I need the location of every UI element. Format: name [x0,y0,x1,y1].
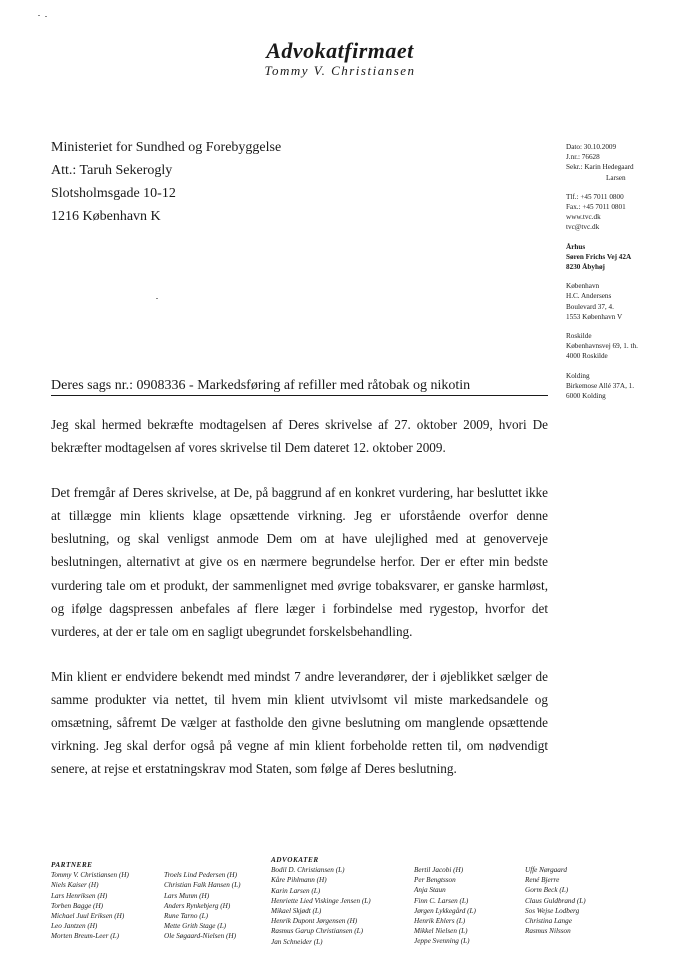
partner-name: Anders Rynkebjerg (H) [164,901,231,910]
partner-name: Ole Søgaard-Nielsen (H) [164,932,236,941]
advokater-col2 [414,865,476,947]
lawyer-name: Tommy V. Christiansen [264,63,416,78]
office-line: 4000 Roskilde [566,352,608,361]
partner-name: Lars Henriksen (H) [51,891,108,900]
advokater-col3 [525,865,586,936]
lawyer-name: Per Bengtsson [414,876,456,885]
lawyer-name: Rasmus Nilsson [525,927,571,936]
lawyer-name: Bertil Jacobi (H) [414,866,464,874]
lawyer-name: Mikkel Nielsen (L) [414,927,468,936]
lawyer-name: Christina Lange [525,917,572,926]
partner-name: Leo Jantzen (H) [51,922,98,931]
subject-line: Deres sags nr.: 0908336 - Markedsføring af refiller med råtobak og nikotin [51,378,548,396]
office-line: Søren Frichs Vej 42A [566,252,632,261]
letter-body [51,413,548,802]
office-line: Københavnsvej 69, 1. th. [566,342,638,351]
office-line: Birkemose Allé 37A, 1. [566,381,635,390]
office-line: H.C. Andersens [566,292,612,301]
scan-speck [38,15,40,16]
recipient-address [51,136,281,228]
lawyer-name: Henrik Ehlers (L) [414,917,466,926]
recipient-line: Ministeriet for Sundhed og Forebyggelse [51,140,282,155]
secretary-cont: Larsen [606,173,626,182]
lawyer-name: Finn C. Larsen (L) [414,896,469,905]
partner-name: Rune Tarno (L) [164,912,209,921]
body-paragraph: Jeg skal hermed bekræfte modtagelsen af Deres skrivelse af 27. oktober 2009, hvori De bekræfter modtagelsen af vores skrivelse til Dem dateret 12. oktober 2009. [51,417,548,456]
lawyer-name: Mikael Skjødt (L) [271,907,322,916]
lawyer-name: Anja Staun [414,886,446,895]
office-line: 8230 Åbyhøj [566,263,605,272]
office-city: Århus [566,242,586,251]
scan-speck [156,298,158,299]
lawyer-name: René Bjerre [525,876,560,885]
partners-col2 [164,860,240,942]
office-line: 1553 København V [566,312,623,321]
office-city: Kolding [566,371,590,380]
scan-speck [45,16,47,17]
fax: Fax.: +45 7011 0801 [566,203,626,212]
lawyer-name: Henrik Dupont Jørgensen (H) [271,917,358,926]
letter-meta [566,142,638,401]
lawyer-name: Jeppe Svenning (L) [414,937,470,946]
recipient-line: Att.: Taruh Sekerogly [51,163,173,178]
lawyer-name: Henriette Lied Viskinge Jensen (L) [271,896,371,905]
partner-name: Troels Lind Pedersen (H) [164,871,238,880]
recipient-line: 1216 København K [51,209,161,224]
firm-name: Advokatfirmaet [266,38,414,63]
partner-name: Mette Grith Stage (L) [164,922,227,931]
office-city: København [566,282,600,291]
office-line: 6000 Kolding [566,392,606,401]
lawyer-name: Bodil D. Christiansen (L) [271,866,345,875]
secretary: Sekr.: Karin Hedegaard [566,163,634,172]
partners-col1 [51,860,129,942]
lawyer-name: Gorm Beck (L) [525,886,569,895]
lawyer-name: Jan Schneider (L) [271,937,323,946]
office-line: Boulevard 37, 4. [566,302,614,311]
website: www.tvc.dk [566,213,601,222]
office-city: Roskilde [566,332,592,341]
partner-name: Christian Falk Hansen (L) [164,881,241,890]
partner-name: Niels Kaiser (H) [51,881,99,890]
partners-title: PARTNERE [51,861,93,869]
partner-name: Torben Bagge (H) [51,901,104,910]
date: Dato: 30.10.2009 [566,143,617,151]
advokater-col1 [271,855,371,947]
email: tvc@tvc.dk [566,223,600,232]
lawyer-name: Rasmus Garup Christiansen (L) [271,927,364,936]
partner-name: Tommy V. Christiansen (H) [51,871,129,880]
body-paragraph: Det fremgår af Deres skrivelse, at De, på baggrund af en konkret vurdering, har besluttet ikke at tillægge min klients klage opsættende virkning. Jeg er uforstående overfor denne beslutning, og skal venligst anmode Dem om at have ulejlighed med at genoverveje beslutningen, alternativt at give os en nærmere begrundelse herfor. Der er efter min bedste vurdering tale om et produkt, der sammenlignet med øvrige tobaksvarer, er ganske harmløst, og ifølge dagspressen anbefales af flere læger i forbindelse med rygestop, hvorfor det vurderes, at der er tale om en sagligt ubegrundet forskelsbehandling. [51,485,548,639]
lawyer-name: Sos Wejse Lodberg [525,906,580,915]
body-paragraph: Min klient er endvidere bekendt med mindst 7 andre leverandører, der i øjeblikket sælger de samme produkter via nettet, til hvem min klient utvivlsomt vil miste markedsandele og omsætning, såfremt De vælger at fastholde den givne beslutning om manglende opsættende virkning. Jeg skal derfor også på vegne af min klient forbeholde retten til, om nødvendigt senere, at rejse et erstatningskrav mod Staten, som følge af Deres beslutning. [51,668,548,777]
journal-number: J.nr.: 76628 [566,153,600,162]
partner-name: Morten Breum-Leer (L) [51,932,120,941]
partner-name: Lars Munm (H) [164,891,210,900]
lawyer-name: Claus Guldbrand (L) [525,896,586,905]
recipient-line: Slotsholmsgade 10-12 [51,186,176,201]
advokater-title: ADVOKATER [271,856,319,864]
lawyer-name: Kåre Pihlmann (H) [271,876,327,885]
lawyer-name: Jørgen Lykkegård (L) [414,906,476,915]
lawyer-name: Uffe Nørgaard [525,866,567,874]
lawyer-name: Karin Larsen (L) [271,886,321,895]
phone: Tlf.: +45 7011 0800 [566,192,624,201]
partner-name: Michael Juul Eriksen (H) [51,912,125,921]
